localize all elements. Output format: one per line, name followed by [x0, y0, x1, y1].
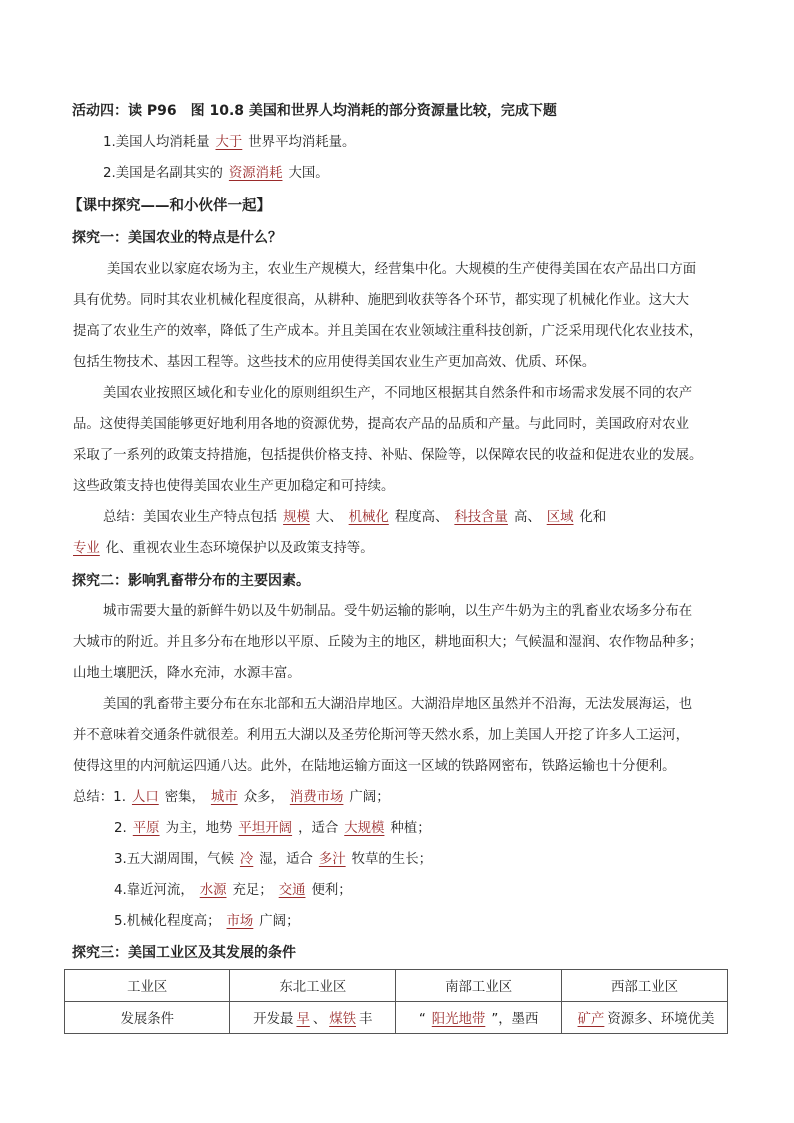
summary-text: 2.	[114, 821, 127, 836]
answer-blank: 专业	[73, 541, 100, 556]
explore1-summary	[103, 508, 733, 528]
summary-text: ，适合	[298, 821, 339, 836]
cell-text: ”，墨西	[491, 1012, 539, 1027]
activity4-title: 活动四：读 P96 图 10.8 美国和世界人均消耗的部分资源量比较，完成下题	[72, 103, 557, 119]
explore2-summary-4	[114, 881, 733, 901]
q1-answer: 大于	[215, 135, 243, 150]
explore1-p1-line: 具有优势。同时其农业机械化程度很高，从耕种、施肥到收获等各个环节，都实现了机械化作业。这大大	[73, 293, 689, 308]
answer-blank: 平原	[132, 821, 160, 836]
answer-blank: 市场	[226, 914, 254, 929]
summary-text: 便利；	[311, 883, 352, 898]
explore2-p1-line: 城市需要大量的新鲜牛奶以及牛奶制品。受牛奶运输的影响，以生产牛奶为主的乳畜业农场多分布在	[103, 604, 693, 619]
table-header-cell: 工业区	[65, 970, 230, 1002]
table-header-cell: 南部工业区	[396, 970, 562, 1002]
cell-text: 丰	[359, 1012, 373, 1027]
cell-text: 开发最	[253, 1012, 294, 1027]
summary-text: 湿，适合	[259, 852, 313, 867]
table-row	[65, 1002, 728, 1034]
answer-blank: 冷	[239, 852, 254, 867]
explore1-p1-line: 提高了农业生产的效率，降低了生产成本。并且美国在农业领域注重科技创新，广泛采用现代化农业技术，	[73, 324, 703, 339]
cell-text: 资源多、环境优美	[607, 1012, 715, 1027]
answer-blank: 城市	[210, 790, 238, 805]
summary-text: 总结：美国农业生产特点包括	[103, 510, 278, 525]
answer-blank: 机械化	[348, 510, 389, 525]
answer-blank: 早	[296, 1012, 310, 1027]
table-header-cell: 西部工业区	[562, 970, 728, 1002]
summary-text: 充足；	[232, 883, 273, 898]
explore1-p2-line: 采取了一系列的政策支持措施，包括提供价格支持、补贴、保险等，以保障农民的收益和促进农业的发展。	[73, 448, 703, 463]
explore1-p1-line: 包括生物技术、基因工程等。这些技术的应用使得美国农业生产更加高效、优质、环保。	[73, 355, 596, 370]
answer-blank: 消费市场	[289, 790, 344, 805]
explore1-p2-line: 品。这使得美国能够更好地利用各地的资源优势，提高农产品的品质和产量。与此同时，美国政府对农业	[73, 417, 689, 432]
summary-text: 密集，	[164, 790, 205, 805]
answer-blank: 人口	[131, 790, 159, 805]
explore2-summary-1	[73, 788, 733, 808]
explore3-title: 探究三：美国工业区及其发展的条件	[72, 945, 296, 961]
explore1-p2-line: 美国农业按照区域化和专业化的原则组织生产，不同地区根据其自然条件和市场需求发展不同的农产	[103, 386, 693, 401]
answer-blank: 多汁	[318, 852, 346, 867]
explore2-p1-line: 大城市的附近。并且多分布在地形以平原、丘陵为主的地区，耕地面积大；气候温和湿润、农作物品种多；	[73, 635, 703, 650]
explore2-p2-line: 美国的乳畜带主要分布在东北部和五大湖沿岸地区。大湖沿岸地区虽然并不沿海，无法发展海运，也	[103, 697, 693, 712]
summary-text: 高、	[513, 510, 541, 525]
explore2-summary-5	[114, 912, 733, 932]
summary-text: 化和	[579, 510, 607, 525]
explore1-summary-cont	[73, 539, 733, 559]
answer-blank: 科技含量	[454, 510, 508, 525]
summary-text: 3.五大湖周围，气候	[114, 852, 234, 867]
section-title: 【课中探究——和小伙伴一起】	[68, 198, 271, 214]
cell-text: 、	[312, 1012, 327, 1027]
q2-text: 2.美国是名副其实的	[103, 166, 223, 181]
q1-text-end: 世界平均消耗量。	[248, 135, 356, 150]
explore1-title: 探究一：美国农业的特点是什么？	[72, 230, 282, 246]
table-row-label: 发展条件	[65, 1002, 230, 1034]
explore2-summary-2	[114, 819, 733, 839]
q1-text: 1.美国人均消耗量	[103, 135, 210, 150]
q2-answer: 资源消耗	[228, 166, 283, 181]
answer-blank: 水源	[199, 883, 227, 898]
activity4-q1	[103, 133, 733, 153]
answer-blank: 阳光地带	[431, 1012, 486, 1027]
answer-blank: 煤铁	[329, 1012, 356, 1027]
table-cell-northeast	[230, 1002, 396, 1034]
summary-text: 程度高、	[394, 510, 449, 525]
explore1-p2-line: 这些政策支持也使得美国农业生产更加稳定和可持续。	[73, 479, 395, 494]
table-cell-west	[562, 1002, 728, 1034]
answer-blank: 区域	[546, 510, 574, 525]
explore2-p2-line: 使得这里的内河航运四通八达。此外，在陆地运输方面这一区域的铁路网密布，铁路运输也十分便利。	[73, 759, 676, 774]
summary-text: 为主，地势	[165, 821, 233, 836]
answer-blank: 平坦开阔	[238, 821, 293, 836]
activity4-q2	[103, 164, 733, 184]
summary-text: 广阔；	[259, 914, 300, 929]
summary-text: 化、重视农业生态环境保护以及政策支持等。	[105, 541, 374, 556]
explore2-p2-line: 并不意味着交通条件就很差。利用五大湖以及圣劳伦斯河等天然水系，加上美国人开挖了许多人工运河，	[73, 728, 689, 743]
explore2-p1-line: 山地土壤肥沃，降水充沛，水源丰富。	[73, 666, 301, 681]
answer-blank: 交通	[278, 883, 306, 898]
answer-blank: 规模	[283, 510, 310, 525]
table-cell-south	[396, 1002, 562, 1034]
summary-text: 4.靠近河流，	[114, 883, 194, 898]
explore1-p1-line: 美国农业以家庭农场为主，农业生产规模大，经营集中化。大规模的生产使得美国在农产品出口方面	[107, 262, 697, 277]
table-header-cell: 东北工业区	[230, 970, 396, 1002]
explore2-summary-3	[114, 850, 733, 870]
summary-text: 大、	[315, 510, 343, 525]
summary-text: 众多，	[243, 790, 284, 805]
summary-text: 牧草的生长；	[351, 852, 432, 867]
table-row	[65, 970, 728, 1002]
summary-text: 总结：1.	[73, 790, 126, 805]
answer-blank: 矿产	[577, 1012, 605, 1027]
summary-text: 种植；	[390, 821, 431, 836]
summary-text: 5.机械化程度高；	[114, 914, 221, 929]
industry-table	[64, 969, 728, 1034]
cell-text: “	[418, 1012, 426, 1027]
q2-text-end: 大国。	[288, 166, 329, 181]
summary-text: 广阔；	[349, 790, 390, 805]
explore2-title: 探究二：影响乳畜带分布的主要因素。	[72, 573, 310, 589]
answer-blank: 大规模	[344, 821, 385, 836]
